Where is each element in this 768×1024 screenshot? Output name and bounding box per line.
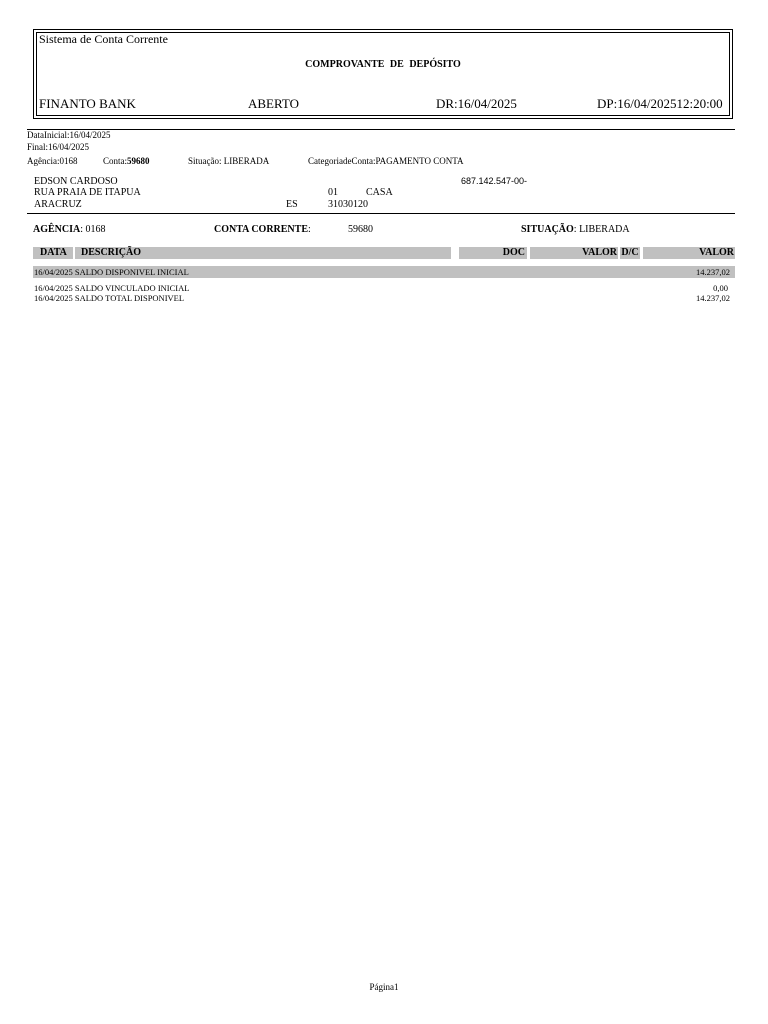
col-valor-saldo: VALOR [643,247,735,259]
divider [27,213,735,214]
filter-situacao: Situação: LIBERADA [188,156,270,166]
page-number: Página1 [369,982,399,992]
divider [27,129,735,130]
client-document: 687.142.547-00- [461,176,528,186]
client-zip: 31030120 [328,199,368,210]
row-2-date: 16/04/2025 [34,283,73,293]
row-2-text [34,283,189,293]
client-number: 01 [328,187,338,198]
col-doc: DOC [459,247,527,259]
filter-agencia: Agência:0168 [27,156,78,166]
account-situacao-label: SITUAÇÃO [521,224,574,235]
row-1-value: 14.237,02 [696,267,730,277]
filter-categoria: CategoriadeConta:PAGAMENTO CONTA [308,156,464,166]
row-3-text [34,293,184,303]
row-1-desc: SALDO DISPONIVEL INICIAL [74,267,189,277]
row-3-value: 14.237,02 [696,293,730,303]
row-1-date: 16/04/2025 [34,267,73,277]
col-descricao: DESCRIÇÃO [75,247,451,259]
status-text: ABERTO [248,96,299,111]
col-valor: VALOR [530,247,618,259]
dp-datetime: DP:16/04/202512:20:00 [597,96,723,111]
client-complement: CASA [366,187,393,198]
row-3-desc: SALDO TOTAL DISPONIVEL [74,293,185,303]
document-title: COMPROVANTE DE DEPÓSITO [305,59,461,70]
bank-name: FINANTO BANK [39,96,136,111]
row-2-desc: SALDO VINCULADO INICIAL [74,283,190,293]
dr-date: DR:16/04/2025 [436,96,517,111]
col-data: DATA [33,247,73,259]
filter-conta-label: Conta: [103,156,127,166]
row-1-text [34,267,189,277]
header-box [33,29,733,119]
system-name: Sistema de Conta Corrente [39,32,168,46]
client-street: RUA PRAIA DE ITAPUA [34,187,141,198]
account-agencia-label: AGÊNCIA [33,224,81,235]
col-dc: D/C [621,247,639,258]
data-inicial: DataInicial:16/04/2025 [27,130,111,140]
filter-conta [103,156,150,166]
account-situacao [521,224,630,235]
client-city: ARACRUZ [34,199,82,210]
account-conta-label: CONTA CORRENTE: [214,224,311,235]
client-state: ES [286,199,298,210]
account-situacao-value: : LIBERADA [573,224,630,235]
account-conta-value: 59680 [348,224,373,235]
account-agencia-value: : 0168 [80,224,106,235]
filter-conta-value: 59680 [127,156,150,166]
client-name: EDSON CARDOSO [34,176,118,187]
account-agencia [33,224,106,235]
row-2-value: 0,00 [713,283,728,293]
data-final: Final:16/04/2025 [27,142,90,152]
row-3-date: 16/04/2025 [34,293,73,303]
